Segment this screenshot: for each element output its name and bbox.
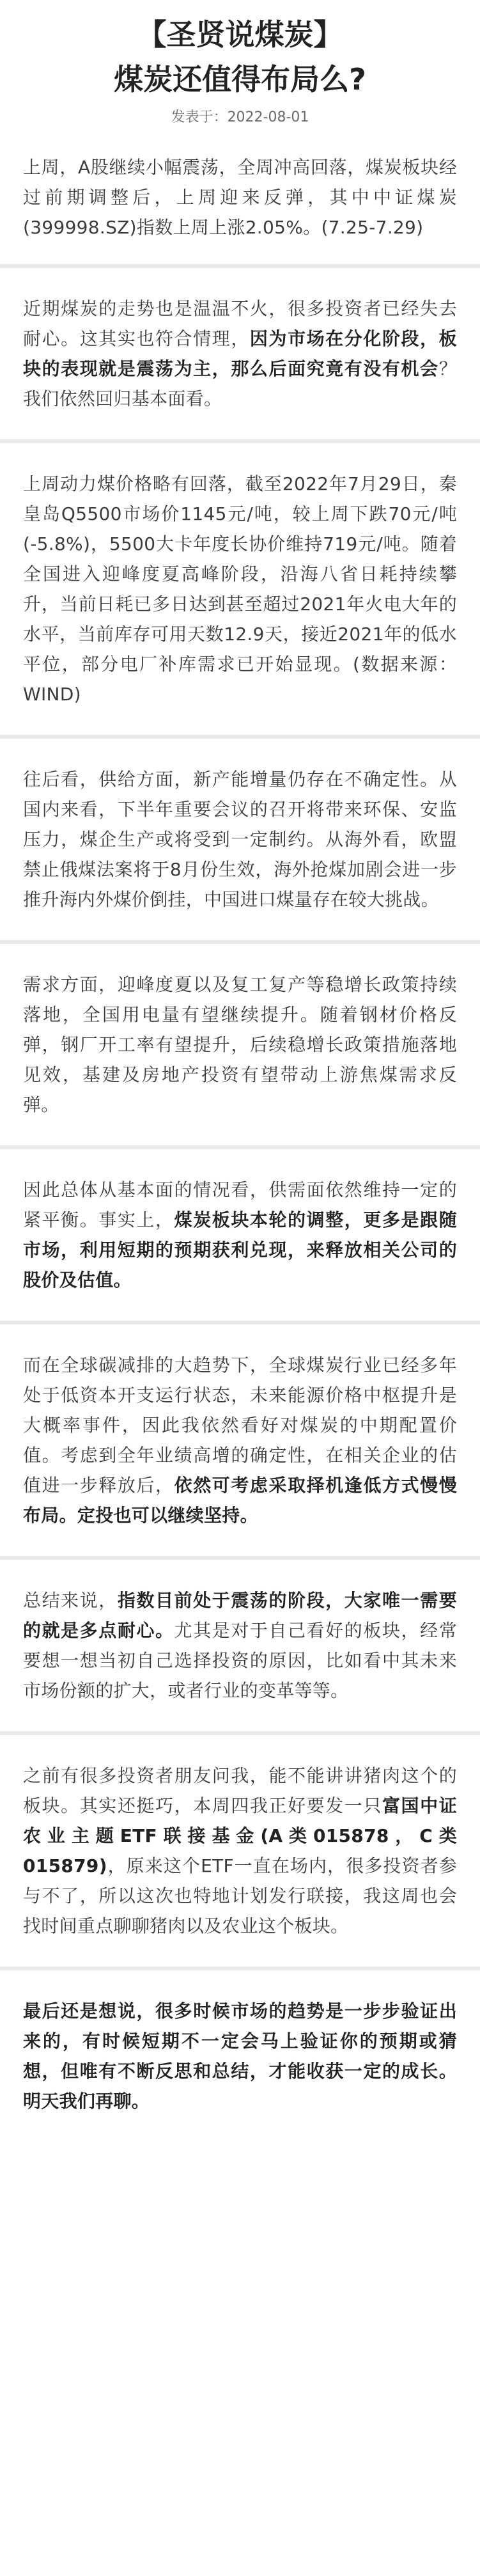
article-paragraph bbox=[23, 970, 457, 1120]
section-divider bbox=[0, 264, 480, 268]
article-paragraph bbox=[23, 1761, 457, 1941]
article-title-line-2: 煤炭还值得布局么? bbox=[114, 62, 366, 97]
section-divider bbox=[0, 1731, 480, 1735]
section-divider bbox=[0, 1967, 480, 1970]
body-text: 之前有很多投资者朋友问我，能不能讲讲猪肉这个的板块。其实还挺巧，本周四我正好要发一只 bbox=[23, 1765, 457, 1816]
bold-text: 因为市场在分化阶段，板块的表现就是震荡为主，那么后面究竟有没有机会 bbox=[23, 328, 457, 379]
bold-text: 最后还是想说，很多时候市场的趋势是一步步验证出来的，有时候短期不一定会马上验证你的预期或猜想，但唯有不断反思和总结，才能收获一定的成长。明天我们再聊。 bbox=[23, 2000, 457, 2112]
section-divider bbox=[0, 1145, 480, 1149]
section-divider bbox=[0, 735, 480, 739]
article-paragraph bbox=[23, 1350, 457, 1530]
article-body bbox=[23, 152, 457, 2116]
section-divider bbox=[0, 1321, 480, 1324]
article-paragraph bbox=[23, 469, 457, 709]
body-text: 而在全球碳减排的大趋势下，全球煤炭行业已经多年处于低资本开支运行状态，未来能源价格中枢提升是大概率事件，因此我依然看好对煤炭的中期配置价值。考虑到全年业绩高增的确定性，在相关企业的估值进一步释放后， bbox=[23, 1355, 457, 1496]
section-divider bbox=[0, 439, 480, 443]
body-text: 近期煤炭的走势也是温温不火，很多投资者已经失去耐心。这其实也符合情理， bbox=[23, 298, 457, 349]
body-text: 上周，A股继续小幅震荡，全周冲高回落，煤炭板块经过前期调整后，上周迎来反弹，其中中证煤炭(399998.SZ)指数上周上涨2.05%。(7.25-7.29) bbox=[23, 157, 457, 238]
section-divider bbox=[0, 1556, 480, 1560]
body-text: 总结来说， bbox=[23, 1590, 118, 1611]
publish-date: 发表于：2022-08-01 bbox=[171, 109, 309, 125]
body-text: 需求方面，迎峰度夏以及复工复产等稳增长政策持续落地，全国用电量有望继续提升。随着钢材价格反弹，钢厂开工率有望提升，后续稳增长政策措施落地见效，基建及房地产投资有望带动上游焦煤需求反弹。 bbox=[23, 974, 457, 1115]
article-paragraph bbox=[23, 1585, 457, 1706]
body-text: 往后看，供给方面，新产能增量仍存在不确定性。从国内来看，下半年重要会议的召开将带来环保、安监压力，煤企生产或将受到一定制约。从海外看，欧盟禁止俄煤法案将于8月份生效，海外抢煤加剧会进一步推升海内外煤价倒挂，中国进口煤量存在较大挑战。 bbox=[23, 769, 457, 910]
article-paragraph bbox=[23, 152, 457, 242]
body-text: ？我们依然回归基本面看。 bbox=[23, 358, 457, 409]
article-paragraph bbox=[23, 764, 457, 915]
article-paragraph bbox=[23, 1175, 457, 1295]
article-title-line-1: 【圣贤说煤炭】 bbox=[137, 17, 343, 52]
body-text: 因此总体从基本面的情况看，供需面依然维持一定的紧平衡。事实上， bbox=[23, 1179, 457, 1230]
bold-text: 指数目前处于震荡的阶段，大家唯一需要的就是多点耐心。 bbox=[23, 1590, 457, 1641]
body-text: ，原来这个ETF一直在场内，很多投资者参与不了，所以这次也特地计划发行联接，我这周也会找时间重点聊聊猪肉以及农业这个板块。 bbox=[23, 1855, 457, 1936]
body-text: 尤其是对于自己看好的板块，经常要想一想当初自己选择投资的原因，比如看中其未来市场份额的扩大，或者行业的变革等等。 bbox=[23, 1620, 457, 1701]
section-divider bbox=[0, 940, 480, 944]
bold-text: 煤炭板块本轮的调整，更多是跟随市场，利用短期的预期获利兑现，来释放相关公司的股价及估值。 bbox=[23, 1209, 457, 1291]
body-text: 上周动力煤价格略有回落，截至2022年7月29日，秦皇岛Q5500市场价1145元/吨，较上周下跌70元/吨(-5.8%)，5500大卡年度长协价维持719元/吨。随着全国进入迎峰度夏高峰阶段，沿海八省日耗持续攀升，当前日耗已多日达到甚至超过2021年火电大年的水平，当前库存可用天数12.9天，接近2021年的低水平位，部分电厂补库需求已开始显现。(数据来源：WIND) bbox=[23, 473, 457, 705]
article-paragraph bbox=[23, 1996, 457, 2116]
bold-text: 富国中证农业主题ETF联接基金(A类015878，C类015879) bbox=[23, 1795, 458, 1876]
article-paragraph bbox=[23, 294, 457, 414]
bold-text: 依然可考虑采取择机逢低方式慢慢布局。定投也可以继续坚持。 bbox=[23, 1475, 457, 1526]
